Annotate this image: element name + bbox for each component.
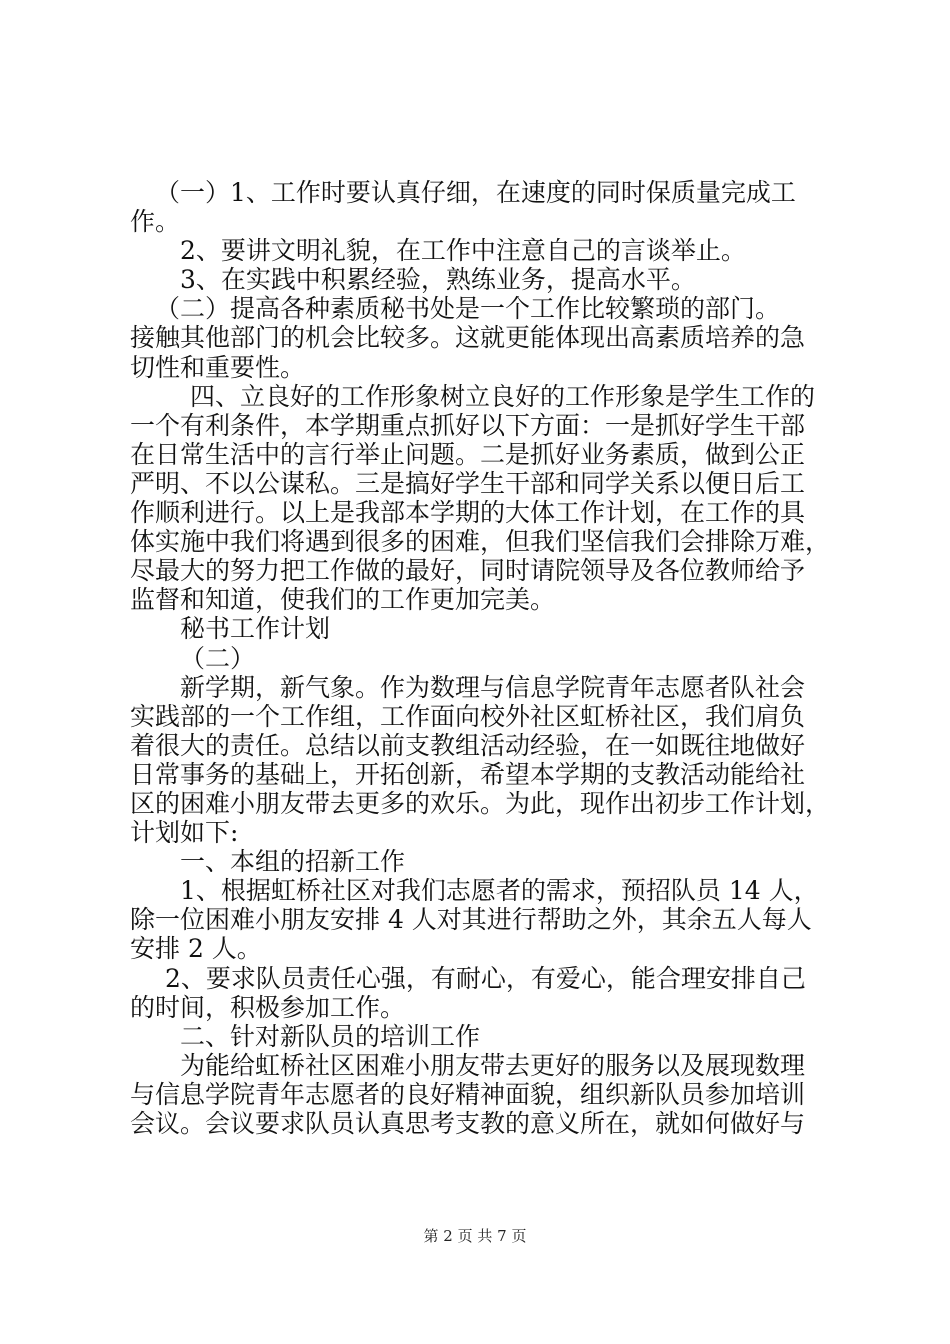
text-line: 一、本组的招新工作: [180, 847, 406, 877]
text-line: 切性和重要性。: [130, 352, 306, 382]
text-line: 为能给虹桥社区困难小朋友带去更好的服务以及展现数理: [180, 1050, 806, 1080]
text-line: 尽最大的努力把工作做的最好，同时请院领导及各位教师给予: [130, 556, 806, 586]
text-line: 安排 2 人。: [130, 934, 262, 964]
text-line: 监督和知道，使我们的工作更加完美。: [130, 585, 556, 615]
text-line: 日常事务的基础上，开拓创新，希望本学期的支教活动能给社: [130, 759, 806, 789]
text-line: 严明、不以公谋私。三是搞好学生干部和同学关系以便日后工: [130, 468, 806, 498]
text-line: 计划如下:: [130, 818, 239, 848]
text-line: 区的困难小朋友带去更多的欢乐。为此，现作出初步工作计划，: [130, 788, 831, 818]
text-line: 除一位困难小朋友安排 4 人对其进行帮助之外，其余五人每人: [130, 905, 812, 935]
text-line: 实践部的一个工作组，工作面向校外社区虹桥社区，我们肩负: [130, 701, 806, 731]
text-line: 二、针对新队员的培训工作: [180, 1021, 481, 1051]
page-footer: 第 2 页 共 7 页: [423, 1227, 527, 1245]
text-line: 1、根据虹桥社区对我们志愿者的需求，预招队员 14 人，: [180, 876, 819, 906]
text-line: 作顺利进行。以上是我部本学期的大体工作计划，在工作的具: [130, 498, 806, 528]
text-line: 会议。会议要求队员认真思考支教的意义所在，就如何做好与: [130, 1109, 806, 1138]
text-line: 2、要讲文明礼貌，在工作中注意自己的言谈举止。: [180, 236, 746, 266]
text-line: 体实施中我们将遇到很多的困难，但我们坚信我们会排除万难，: [130, 527, 831, 557]
text-line: 3、在实践中积累经验，熟练业务，提高水平。: [180, 265, 696, 295]
document-body: [130, 178, 835, 1138]
text-line: 作。: [130, 207, 181, 237]
text-line: 着很大的责任。总结以前支教组活动经验，在一如既往地做好: [130, 730, 806, 760]
text-line: （一）1、工作时要认真仔细，在速度的同时保质量完成工: [155, 178, 796, 207]
text-line: 的时间，积极参加工作。: [130, 992, 406, 1022]
section-subtitle: （二）: [180, 643, 256, 673]
text-line: 在日常生活中的言行举止问题。二是抓好业务素质，做到公正: [130, 439, 806, 469]
text-line: 一个有利条件，本学期重点抓好以下方面：一是抓好学生干部: [130, 410, 806, 440]
text-line: 四、立良好的工作形象树立良好的工作形象是学生工作的: [190, 381, 816, 411]
text-line: （二）提高各种素质秘书处是一个工作比较繁琐的部门。: [155, 294, 781, 324]
section-title: 秘书工作计划: [180, 614, 331, 644]
text-line: 2、要求队员责任心强，有耐心，有爱心，能合理安排自己: [165, 963, 806, 993]
text-line: 接触其他部门的机会比较多。这就更能体现出高素质培养的急: [130, 323, 806, 353]
text-line: 与信息学院青年志愿者的良好精神面貌，组织新队员参加培训: [130, 1079, 806, 1109]
text-line: 新学期，新气象。作为数理与信息学院青年志愿者队社会: [180, 672, 806, 702]
